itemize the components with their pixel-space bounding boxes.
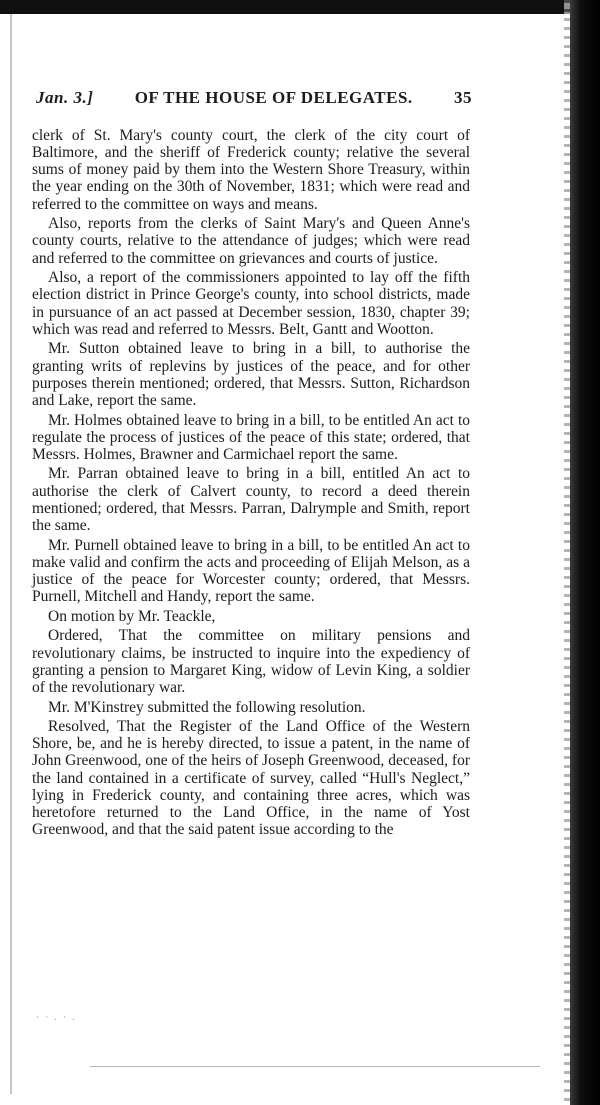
paragraph-mkinstrey-resolution: Mr. M'Kinstrey submitted the following resolution.: [48, 698, 366, 716]
paragraph-resolved-patent: Resolved, That the Register of the Land Office of the Western Shore, be, and he is hereby directed, to issue a patent, in the name of John Greenwood, one of the heirs of Joseph Greenwood, deceased, for the land contained in a certificate of survey, called “Hull's Neglect,” lying in Frederick county, and containing three acres, which was heretofore returned to the Land Office, in the name of Yost Greenwood, and that the said patent issue according to the: [32, 718, 470, 839]
running-header: [36, 88, 472, 114]
paragraph-continuation: clerk of St. Mary's county court, the clerk of the city court of Baltimore, and the sheriff of Frederick county; relative the several sums of money paid by them into the Western Shore Treasury, within the year ending on the 30th of November, 1831; which were read and referred to the committee on ways and means.: [32, 127, 470, 213]
paragraph-teackle-motion: On motion by Mr. Teackle,: [48, 607, 216, 625]
book-binding-edge: [570, 0, 600, 1105]
paragraph-holmes-bill: Mr. Holmes obtained leave to bring in a bill, to be entitled An act to regulate the process of justices of the peace of this state; ordered, that Messrs. Holmes, Brawner and Carmichael report the same.: [32, 411, 470, 463]
header-title: OF THE HOUSE OF DELEGATES.: [134, 88, 413, 107]
paragraph-parran-bill: Mr. Parran obtained leave to bring in a bill, entitled An act to authorise the clerk of Calvert county, to record a deed therein mentioned; ordered, that Messrs. Parran, Dalrymple and Smith, report the same.: [32, 465, 470, 534]
paragraph-reports-judges: Also, reports from the clerks of Saint Mary's and Queen Anne's county courts, relative to the attendance of judges; which were read and referred to the committee on grievances and courts of justice.: [32, 215, 470, 267]
page-number: 35: [453, 88, 472, 107]
top-scan-border: [0, 0, 580, 14]
left-page-edge: [10, 14, 12, 1094]
header-date: Jan. 3.]: [36, 88, 94, 107]
paragraph-purnell-bill: Mr. Purnell obtained leave to bring in a bill, to be entitled An act to make valid and confirm the acts and proceeding of Elijah Melson, as a justice of the peace for Worcester county; ordered, that Messrs. Purnell, Mitchell and Handy, report the same.: [32, 536, 470, 606]
page-body: [32, 127, 470, 841]
paragraph-ordered-pensions: Ordered, That the committee on military pensions and revolutionary claims, be instructed to inquire into the expediency of granting a pension to Margaret King, widow of Levin King, a soldier of the revolutionary war.: [32, 627, 470, 696]
bottom-scan-line: [90, 1066, 540, 1067]
paragraph-commissioners-report: Also, a report of the commissioners appointed to lay off the fifth election district in Prince George's county, into school districts, made in pursuance of an act passed at December session, 1830, chapter 39; which was read and referred to Messrs. Belt, Gantt and Wootton.: [32, 269, 470, 338]
scan-specks: · · . · .: [36, 1012, 77, 1022]
paragraph-sutton-bill: Mr. Sutton obtained leave to bring in a bill, to authorise the granting writs of replevins by justices of the peace, and for other purposes therein mentioned; ordered, that Messrs. Sutton, Richardson and Lake, report the same.: [32, 340, 470, 409]
